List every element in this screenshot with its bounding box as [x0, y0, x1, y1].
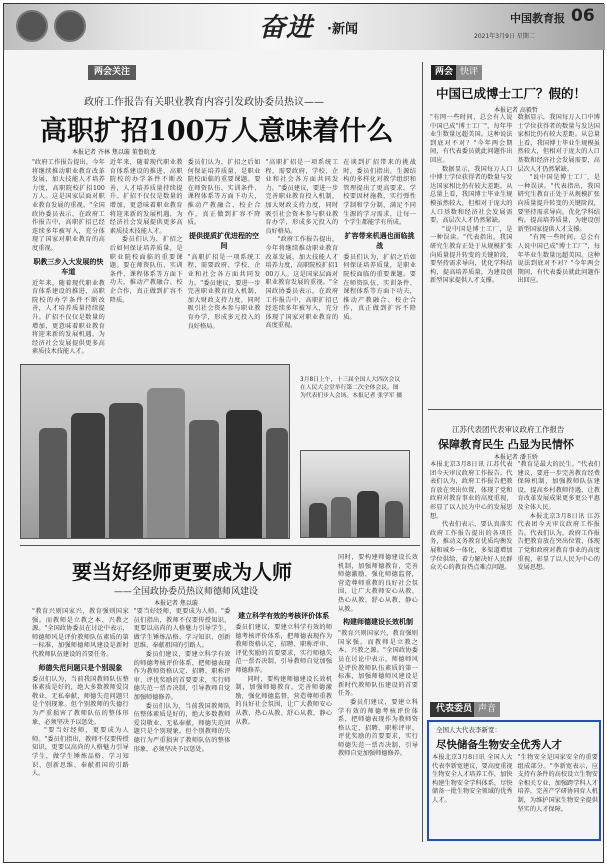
national-emblem-icon: [16, 10, 48, 42]
bottom-paragraph: "教育兴则国家兴，教育强则国家强。而教师是立教之本、兴教之源。"全国政协委员在讨论中表示，师德师风是评价教师队伍素质的第一标准，加强师德师风建设是新时代教师队伍建设的首要任务。: [32, 608, 129, 658]
main-subhead: 职教三步入大发展的快车道: [33, 257, 104, 276]
bottom-paragraph: "教育兴则国家兴，教育强则国家强。而教师是立教之本、兴教之源。"全国政协委员在讨论中表示，师德师风是评价教师队伍素质的第一标准，加强师德师风建设是新时代教师队伍建设的首要任务。: [338, 630, 418, 698]
bottom-col-4: [338, 554, 418, 838]
side3-body-columns: [432, 754, 598, 838]
bottom-subhead: 师德失范问题只是个别现象: [38, 663, 123, 672]
bottom-paragraph: 委员们认为，当前我国教师队伍整体素质是好的，绝大多数教师爱岗敬业、无私奉献，师德失范问题只是个别现象。但个别教师的失德行为严重损害了教师队伍的整体形象，必须坚决予以惩处。: [32, 675, 129, 726]
main-body-columns: [32, 159, 416, 356]
bottom-body-columns-right: [338, 554, 418, 838]
photo-caption: 3月8日上午，十三届全国人大四次会议在人民大会堂举行第二次全体会议。图为代表们步入会场。本报记者 张学军 摄: [300, 377, 403, 399]
section-title: ·新闻: [327, 22, 358, 37]
photo-figure: [266, 428, 288, 538]
side1-paragraph: "说中国是博士工厂，是一种误读。"代表指出，我国研究生教育正处于从规模扩张向质量提升转变的关键阶段，要坚持需求导向，优化学科结构，提高培养质量，为建设创新型国家提供人才支撑。: [517, 174, 600, 233]
photo-figure: [226, 410, 262, 538]
photo-figure: [71, 413, 105, 538]
side2-paragraph: 本报北京3月8日讯 江苏代表团今天审议政府工作报告。代表们认为，政府工作报告把教育放在突出位置，体现了党和政府对教育事业的高度重视，彰显了以人民为中心的发展思想。: [430, 461, 513, 520]
date-line: 2021年3月9日 星期二: [474, 33, 535, 40]
main-kicker: 政府工作报告有关职业教育内容引发政协委员热议——: [84, 97, 324, 108]
main-paragraph: 近年来，随着现代职业教育体系建设的推进，高职院校的办学条件不断改善，人才培养质量持续提升。扩招不仅仅是数量的增加，更意味着职业教育将迎来新的发展机遇，为经济社会发展提供更多高素质技术技能人才。: [32, 279, 105, 356]
main-paragraph: 委员们认为，扩招之后如何保证培养质量，是职业院校面临的重要课题。要在师资队伍、实训条件、课程体系等方面下功夫，推动产教融合、校企合作，真正做到扩容不降质。: [109, 236, 183, 304]
side2-byline: 本报记者 潘玉娇: [494, 454, 538, 461]
bottom-body-columns-left: [32, 608, 332, 838]
side2-paragraph: 代表们表示，要认真落实政府工作报告提出的各项任务，推动义务教育优质均衡发展和城乡一体化，多渠道增加学位供给，着力解决好人民群众关心的教育热点难点问题。: [430, 521, 513, 572]
main-paragraph: 委员们认为，扩招之后如何保证培养质量，是职业院校面临的重要课题。要在师资队伍、实训条件、课程体系等方面下功夫，推动产教融合、校企合作，真正做到扩容不降质。: [343, 253, 416, 321]
side1-paragraph: 数据显示，我国每万人口中博士学位获得者的数量与发达国家相比仍有较大差距。从总量上看，我国博士毕业生规模虽然较大，但相对于庞大的人口基数和经济社会发展需要，高层次人才仍然紧缺。: [517, 114, 600, 173]
side3-col-2: [518, 754, 599, 838]
bottom-paragraph: 委员们建议，要建立科学有效的师德考核评价体系，把师德表现作为教师资格认定、招聘、职称评审、评优奖励的首要要求，实行师德失范一票否决制，引导教师自觉加强师德修养。: [338, 698, 418, 758]
photo-figure: [385, 501, 403, 537]
side3-column-tag: 代表委员: [430, 702, 478, 717]
main-col-3: [188, 159, 261, 351]
main-col-2: [110, 159, 183, 351]
inset-photo: [300, 450, 410, 538]
photo-figure: [331, 497, 351, 537]
photo-figure: [39, 428, 67, 538]
newspaper-name: 中国教育报: [510, 12, 565, 25]
main-subhead: 扩容带来机遇也面临挑战: [344, 231, 415, 250]
side3-kicker: 全国人大代表李新宽：: [436, 726, 501, 734]
side3-column-tag-sub: 声音: [474, 702, 500, 717]
column-divider: [422, 62, 423, 842]
bottom-subhead: 建立科学有效的考核评价体系: [238, 612, 330, 620]
bottom-subtitle: ——全国政协委员热议师德师风建设: [114, 587, 259, 597]
side2-paragraph: 本报北京3月8日讯 江苏代表团今天审议政府工作报告。代表们认为，政府工作报告把教育放在突出位置，体现了党和政府对教育事业的高度重视，彰显了以人民为中心的发展思想。: [517, 512, 600, 572]
section-calligraphy: 奋进: [259, 13, 314, 43]
photo-figure: [147, 388, 185, 538]
side2-col-1: [430, 461, 513, 619]
photo-figure: [309, 503, 327, 537]
bottom-subhead: 构建师德建设长效机制: [343, 618, 413, 627]
main-column-tag: 两会关注: [88, 65, 136, 80]
photo-figure: [357, 491, 379, 537]
side1-col-1: [430, 114, 513, 404]
main-paragraph: "高职扩招是一项系统工程，需要政府、学校、企业和社会各方面共同发力。"委员建议，要进一步完善职业教育投入机制，加大财政支持力度，同时吸引社会资本参与职业教育办学，形成多元投入的良好格局。: [187, 253, 261, 330]
side1-column-tag-sub: 快评: [456, 65, 482, 80]
main-paragraph: 在谈到扩招带来的挑战时，委员们指出，生源结构的多样化对教学组织和管理提出了更高要求。学校要因材施教，实行弹性学制和学分制，满足不同生源的学习需求，让每一个学生都能学有所成。: [343, 159, 416, 227]
bottom-col-2: [134, 608, 231, 838]
side3-col-1: [432, 754, 513, 838]
divider: [428, 409, 602, 410]
bottom-paragraph: 同时，要构建师德建设长效机制，加强师德教育，完善师德激励，强化师德监督，营造尊师重教的良好社会氛围，让广大教师安心从教、热心从教、舒心从教、静心从教。: [338, 554, 418, 613]
main-subhead: 提供提质扩优进程的空间: [188, 231, 259, 250]
main-paragraph: 近年来，随着现代职业教育体系建设的推进，高职院校的办学条件不断改善，人才培养质量持续提升。扩招不仅仅是数量的增加，更意味着职业教育将迎来新的发展机遇，为经济社会发展提供更多高素质技术技能人才。: [109, 159, 183, 235]
main-paragraph: "政府工作报告提出，今年将继续推动职业教育改革发展，加大技能人才培养力度，高职院校扩招100万人。这是国家层面对职业教育发展的重视。"全国政协委员表示，在政府工作报告中，高职扩招已经连续多年被写入，充分体现了国家对职业教育的高度重视。: [32, 159, 105, 252]
side1-paragraph: 数据显示，我国每万人口中博士学位获得者的数量与发达国家相比仍有较大差距。从总量上看，我国博士毕业生规模虽然较大，但相对于庞大的人口基数和经济社会发展需要，高层次人才仍然紧缺。: [430, 165, 513, 225]
side1-paragraph: "说中国是博士工厂，是一种误读。"代表指出，我国研究生教育正处于从规模扩张向质量提升转变的关键阶段，要坚持需求导向，优化学科结构，提高培养质量，为建设创新型国家提供人才支撑。: [430, 225, 513, 285]
side2-kicker: 江苏代表团代表审议政府工作报告: [452, 425, 565, 434]
cppcc-emblem-icon: [54, 10, 86, 42]
side1-paragraph: "有网一些时间，总会有人说中国已成"博士工厂"，每年毕业生数量远超美国。这种说法到底对不对？"今年两会期间，有代表委员就此问题作出回应。: [517, 234, 600, 285]
side1-column-tag: 两会: [431, 65, 457, 80]
side1-byline: 本报记者 高毅哲: [494, 107, 538, 114]
side1-headline[interactable]: 中国已成博士工厂？假的！: [436, 86, 587, 101]
photo-figure: [189, 420, 219, 538]
main-col-5: [343, 159, 416, 351]
main-byline: 本报记者 齐林 焦以璇 董鲁皖龙: [72, 149, 156, 156]
bottom-paragraph: "要当好经师，更要成为人师。"委员们指出，教师不仅要传授知识，更要以高尚的人格魅力引导学生，做学生锤炼品格、学习知识、创新思维、奉献祖国的引路人。: [32, 727, 129, 778]
main-col-1: [32, 159, 105, 356]
side2-headline[interactable]: 保障教育民生 凸显为民情怀: [438, 438, 574, 451]
main-headline[interactable]: 高职扩招100万人意味着什么: [40, 116, 394, 147]
side1-col-2: [518, 114, 601, 404]
newspaper-page: [3, 3, 604, 863]
bottom-byline: 本报记者 焦以璇: [154, 600, 198, 607]
bottom-paragraph: "要当好经师，更要成为人师。"委员们指出，教师不仅要传授知识，更要以高尚的人格魅力引导学生，做学生锤炼品格、学习知识、创新思维、奉献祖国的引路人。: [133, 608, 231, 650]
bottom-headline[interactable]: 要当好经师更要成为人师: [72, 560, 292, 584]
divider: [20, 545, 420, 546]
bottom-paragraph: 委员们建议，要建立科学有效的师德考核评价体系，把师德表现作为教师资格认定、招聘、职称评审、评优奖励的首要要求，实行师德失范一票否决制，引导教师自觉加强师德修养。: [133, 650, 231, 701]
side1-paragraph: "有网一些时间，总会有人说中国已成"博士工厂"，每年毕业生数量远超美国。这种说法到底对不对？"今年两会期间，有代表委员就此问题作出回应。: [430, 114, 513, 164]
main-paragraph: "高职扩招是一项系统工程，需要政府、学校、企业和社会各方面共同发力。"委员建议，要进一步完善职业教育投入机制，加大财政支持力度，同时吸引社会资本参与职业教育办学，形成多元投入的良好格局。: [265, 159, 339, 235]
side2-paragraph: "教育是最大的民生。"代表们建议，要进一步完善教育经费保障机制，加强教师队伍建设，提高乡村教师待遇，让教育改革发展成果更多更公平惠及全体人民。: [517, 461, 600, 511]
main-paragraph: "政府工作报告提出，今年将继续推动职业教育改革发展，加大技能人才培养力度，高职院校扩招100万人。这是国家层面对职业教育发展的重视。"全国政协委员表示，在政府工作报告中，高职扩招已经连续多年被写入，充分体现了国家对职业教育的高度重视。: [265, 236, 339, 330]
side2-col-2: [518, 461, 601, 619]
main-photo: [20, 364, 290, 539]
side2-body-columns: [430, 461, 600, 619]
page-number: 06: [571, 6, 595, 26]
side3-headline[interactable]: 尽快储备生物安全优秀人才: [436, 739, 562, 751]
masthead: [4, 4, 605, 50]
bottom-paragraph: 同时，要构建师德建设长效机制，加强师德教育，完善师德激励，强化师德监督，营造尊师重教的良好社会氛围，让广大教师安心从教、热心从教、舒心从教、静心从教。: [235, 675, 333, 726]
bottom-paragraph: 委员们建议，要建立科学有效的师德考核评价体系，把师德表现作为教师资格认定、招聘、职称评审、评优奖励的首要要求，实行师德失范一票否决制，引导教师自觉加强师德修养。: [235, 624, 333, 674]
main-col-4: [265, 159, 338, 351]
bottom-col-1: [32, 608, 129, 838]
photo-figure: [109, 403, 143, 538]
side3-paragraph: "生物安全是国家安全的重要组成部分。"李新宽表示，应支持有条件的高校设立生物安全相关专业，加强跨学科人才培养，完善产学研协同育人机制，为维护国家生物安全提供坚实的人才保障。: [517, 754, 598, 813]
side3-paragraph: 本报北京3月8日讯 全国人大代表李新宽建议，要高度重视生物安全人才培养工作，加快构建生物安全学科体系，尽快储备一批生物安全领域的优秀人才。: [432, 754, 513, 804]
main-paragraph: 委员们认为，扩招之后如何保证培养质量，是职业院校面临的重要课题。要在师资队伍、实训条件、课程体系等方面下功夫，推动产教融合、校企合作，真正做到扩容不降质。: [187, 159, 261, 227]
bottom-col-3: [235, 608, 332, 838]
bottom-paragraph: 委员们认为，当前我国教师队伍整体素质是好的，绝大多数教师爱岗敬业、无私奉献，师德失范问题只是个别现象。但个别教师的失德行为严重损害了教师队伍的整体形象，必须坚决予以惩处。: [133, 702, 231, 753]
side1-body-columns: [430, 114, 600, 404]
